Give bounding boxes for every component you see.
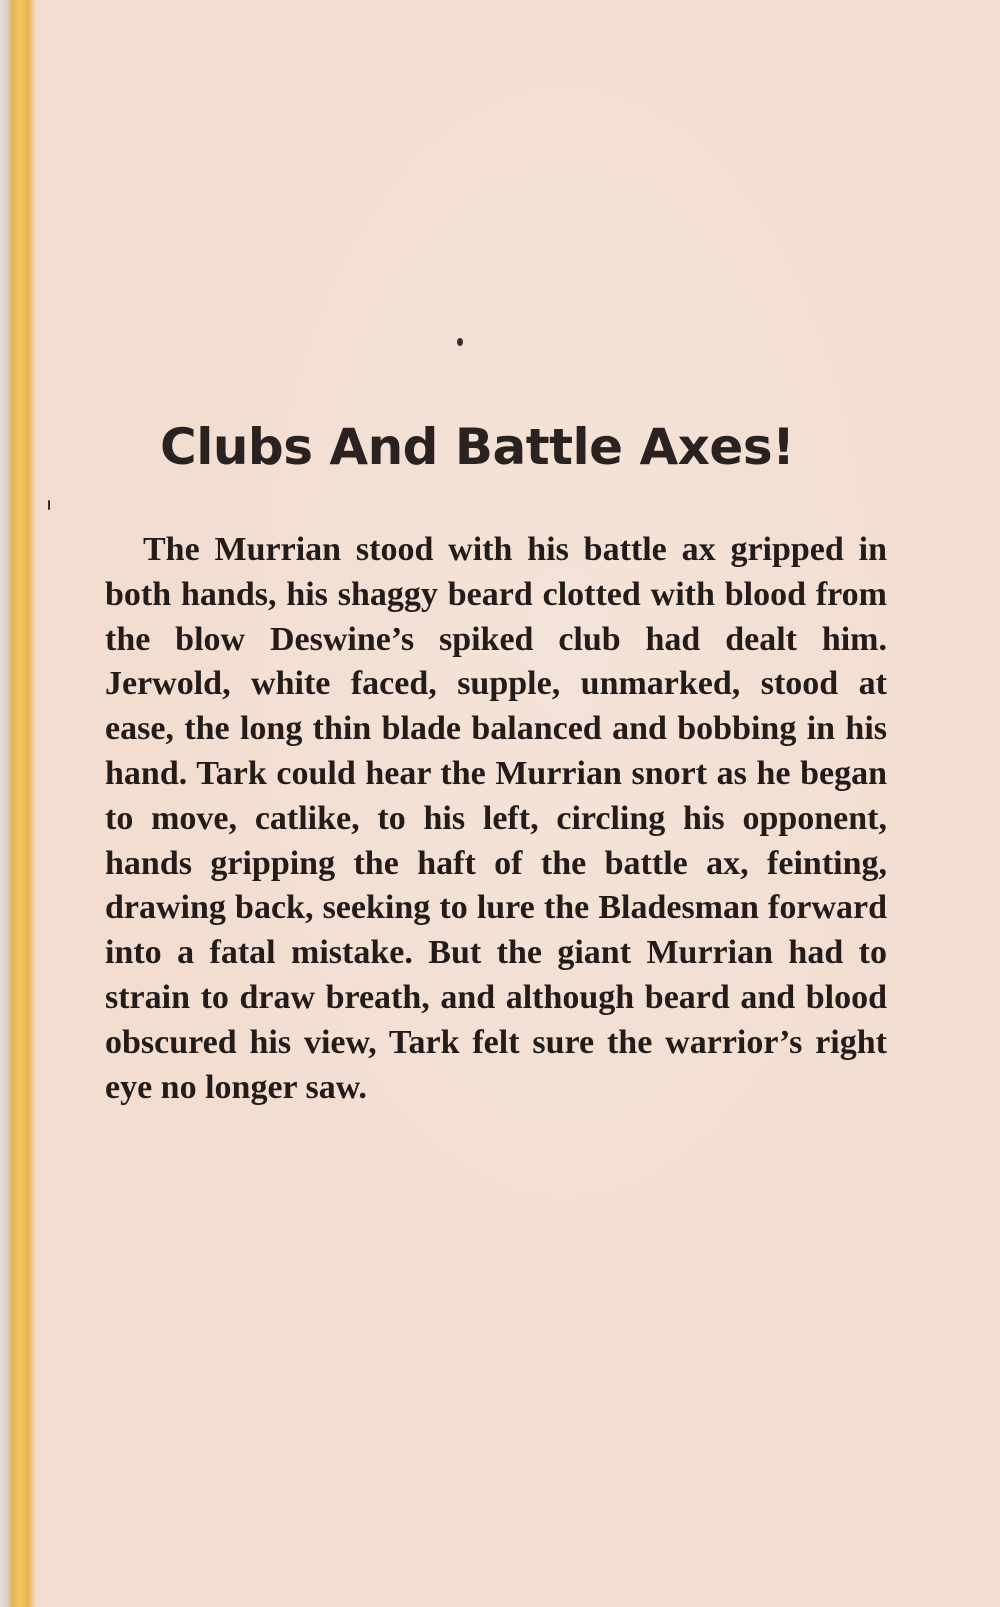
ink-speck xyxy=(48,500,50,510)
ink-speck xyxy=(457,338,463,346)
chapter-body-paragraph: The Murrian stood with his battle ax gripped in both hands, his shaggy beard clotted with blood from the blow Deswine’s spiked club had dealt him. Jerwold, white faced, supple, unmarked, stood at ease, the long thin blade balanced and bobbing in his hand. Tark could hear the Murrian snort as he began to move, catlike, to his left, circling his opponent, hands gripping the haft of the battle ax, feinting, drawing back, seeking to lure the Bladesman forward into a fatal mistake. But the giant Murrian had to strain to draw breath, and although beard and blood obscured his view, Tark felt sure the warrior’s right eye no longer saw. xyxy=(105,531,887,1106)
book-spine-edge xyxy=(0,0,36,1607)
chapter-title: Clubs And Battle Axes! xyxy=(160,418,795,476)
